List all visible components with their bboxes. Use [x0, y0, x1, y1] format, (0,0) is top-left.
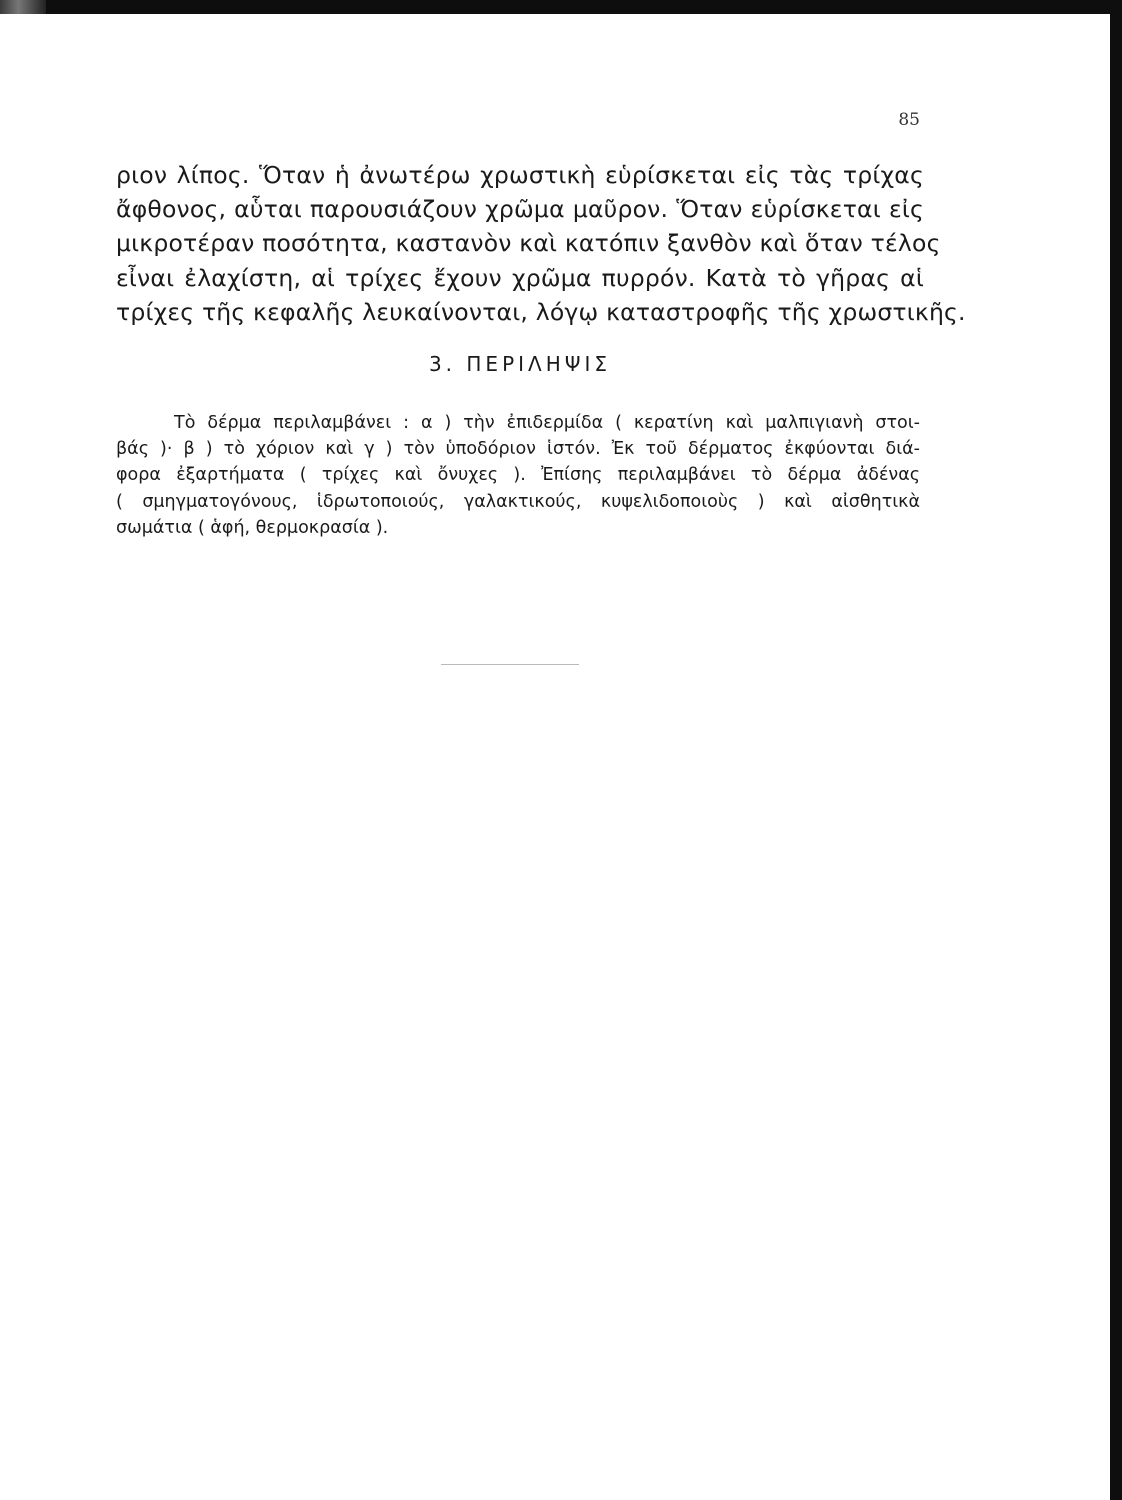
section-divider [441, 664, 579, 665]
body-line: τρίχες τῆς κεφαλῆς λευκαίνονται, λόγῳ καταστροφῆς τῆς χρωστικῆς. [116, 297, 966, 326]
scan-top-border [0, 0, 1122, 14]
body-line: εἶναι ἐλαχίστη, αἱ τρίχες ἔχουν χρῶμα πυρρόν. Κατὰ τὸ γῆρας αἱ [116, 263, 924, 292]
body-paragraph [116, 158, 966, 329]
summary-line: σωμάτια ( ἁφή, θερμοκρασία ). [116, 517, 389, 538]
section-heading: 3. ΠΕΡΙΛΗΨΙΣ [428, 352, 612, 376]
summary-line: βάς )· β ) τὸ χόριον καὶ γ ) τὸν ὑποδόριον ἱστόν. Ἐκ τοῦ δέρματος ἐκφύονται διά- [116, 439, 920, 460]
summary-line: Τὸ δέρμα περιλαμβάνει : α ) τὴν ἐπιδερμίδα ( κερατίνη καὶ μαλπιγιανὴ στοι- [174, 413, 920, 433]
summary-paragraph [116, 410, 920, 541]
body-line: ριον λίπος. Ὅταν ἡ ἀνωτέρω χρωστικὴ εὑρίσκεται εἰς τὰς τρίχας [116, 161, 924, 189]
scan-right-border [1110, 0, 1122, 1500]
summary-line: φορα ἐξαρτήματα ( τρίχες καὶ ὄνυχες ). Ἐπίσης περιλαμβάνει τὸ δέρμα ἀδένας [116, 465, 920, 486]
page-number: 85 [898, 110, 920, 130]
body-line: ἄφθονος, αὗται παρουσιάζουν χρῶμα μαῦρον. Ὅταν εὑρίσκεται εἰς [116, 195, 924, 224]
summary-line: ( σμηγματογόνους, ἱδρωτοποιούς, γαλακτικούς, κυψελιδοποιοὺς ) καὶ αἰσθητικὰ [116, 491, 920, 512]
body-line: μικροτέραν ποσότητα, καστανὸν καὶ κατόπιν ξανθὸν καὶ ὅταν τέλος [116, 229, 941, 258]
scan-smudge [0, 0, 46, 14]
